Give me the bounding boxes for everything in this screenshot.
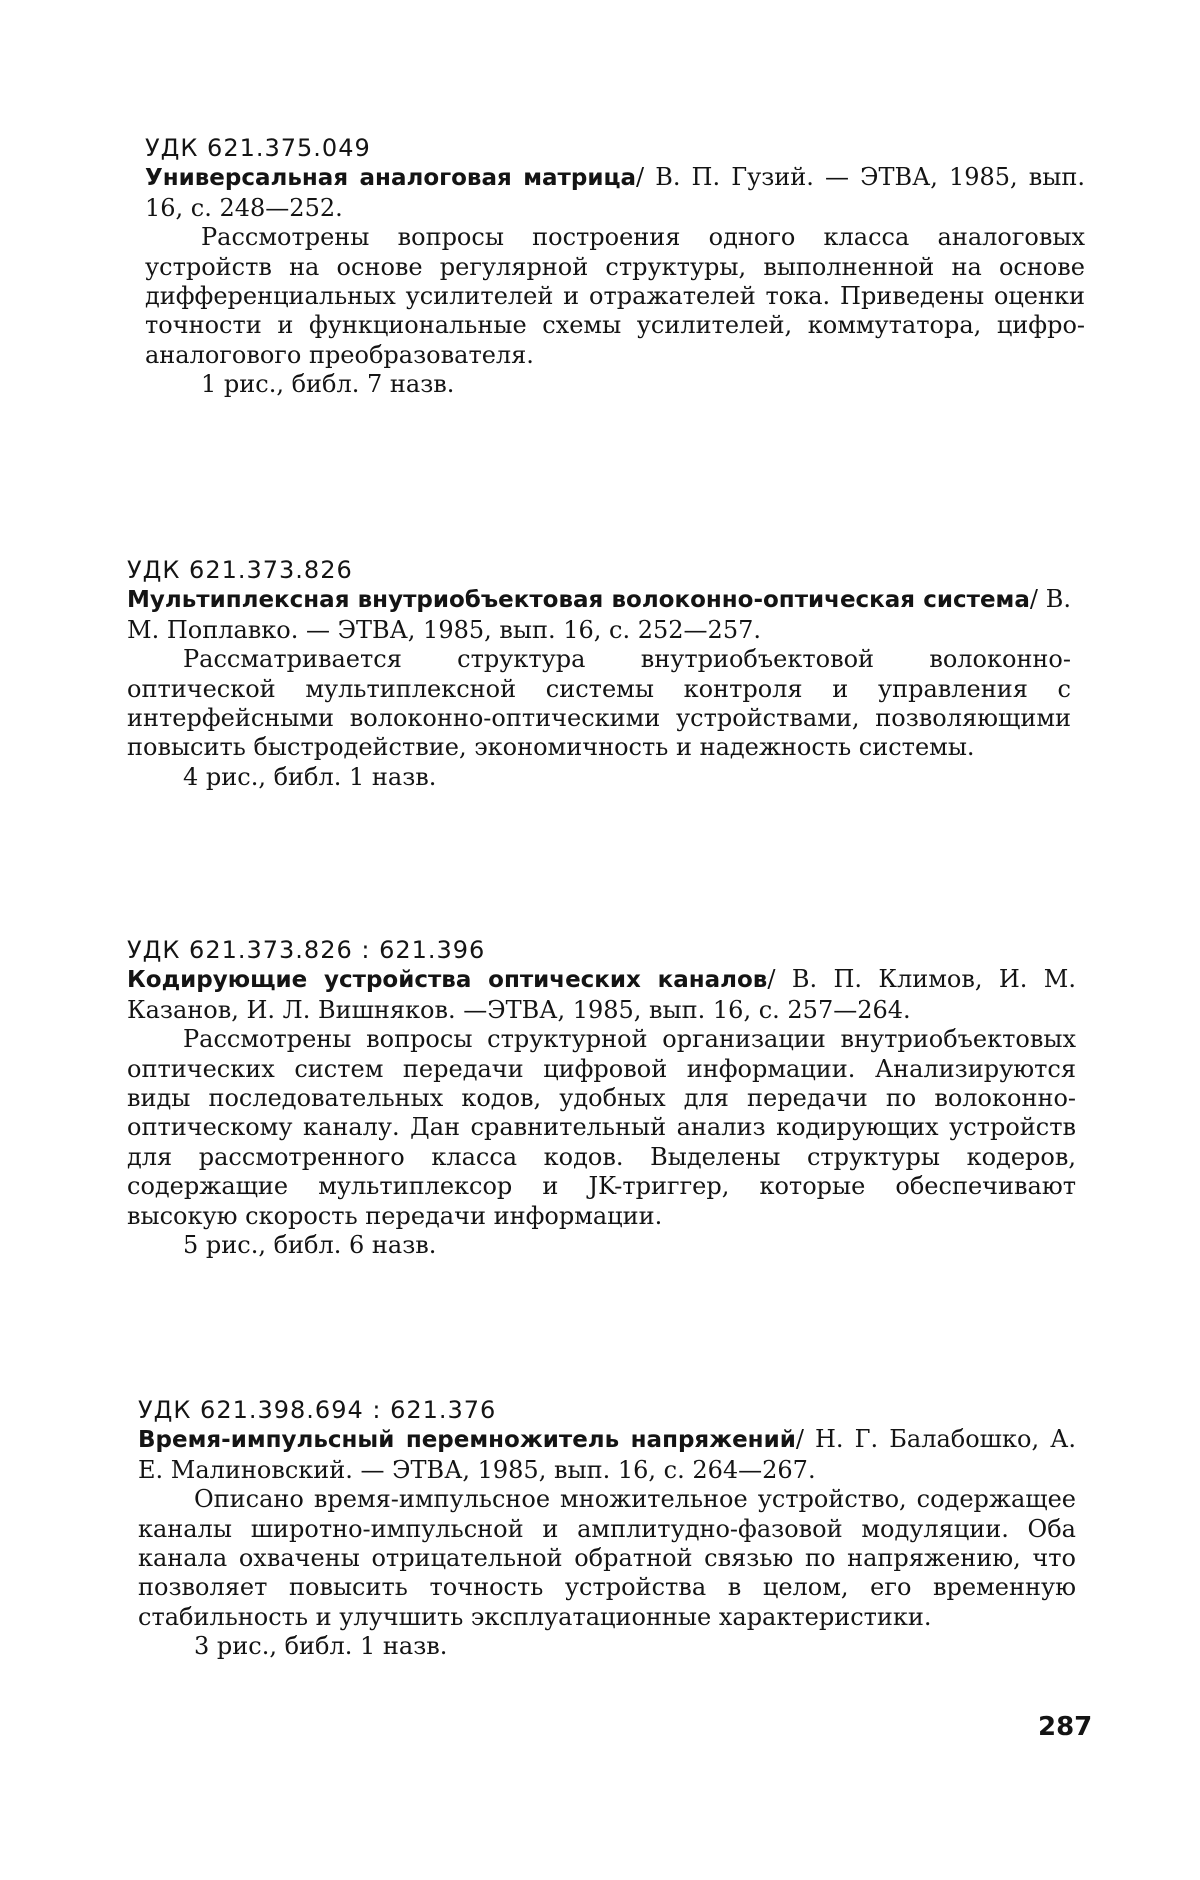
bibliographic-reference <box>145 163 1085 223</box>
citation: / Н. Г. Балабошко, А. Е. Малиновский. — ЭТВА, 1985, вып. 16, с. 264—267. <box>138 1425 1076 1484</box>
abstract-entry <box>127 936 1076 1260</box>
abstract-text: Рассматривается структура внутриобъектовой волоконно-оптической мультиплексной системы контроля и управления с интерфейсными волоконно-оптическими устройствами, позволяющими повысить быстродействие, экономичность и надежность системы. <box>127 645 1071 762</box>
citation: / В. П. Гузий. — ЭТВА, 1985, вып. 16, с. 248—252. <box>145 163 1085 222</box>
udk-code: УДК 621.398.694 : 621.376 <box>138 1396 497 1424</box>
udk-code: УДК 621.373.826 <box>127 556 353 584</box>
citation: / В. М. Поплавко. — ЭТВА, 1985, вып. 16, с. 252—257. <box>127 585 1071 644</box>
abstract-text: Описано время-импульсное множительное устройство, содержащее каналы широтно-импульсной и амплитудно-фазовой модуляции. Оба канала охвачены отрицательной обратной связью по напряжению, что позволяет повысить точность устройства в целом, его временную стабильность и улучшить эксплуатационные характеристики. <box>138 1485 1076 1631</box>
abstract-entry <box>145 134 1085 400</box>
article-title: Кодирующие устройства оптических каналов <box>127 967 768 994</box>
page-number: 287 <box>1038 1712 1093 1742</box>
figure-reference-counts: 5 рис., библ. 6 назв. <box>183 1231 437 1260</box>
abstract-entry <box>138 1396 1076 1662</box>
abstract-text: Рассмотрены вопросы структурной организации внутриобъектовых оптических систем передачи цифровой информации. Анализируются виды последовательных кодов, удобных для передачи по волоконно-оптическому каналу. Дан сравнительный анализ кодирующих устройств для рассмотренного класса кодов. Выделены структуры кодеров, содержащие мультиплексор и JK-триггер, которые обеспечивают высокую скорость передачи информации. <box>127 1025 1076 1230</box>
udk-code: УДК 621.373.826 : 621.396 <box>127 936 486 964</box>
figure-reference-counts: 4 рис., библ. 1 назв. <box>183 762 437 791</box>
bibliographic-reference <box>127 965 1076 1025</box>
article-title: Универсальная аналоговая матрица <box>145 165 637 192</box>
citation: / В. П. Климов, И. М. Казанов, И. Л. Вишняков. —ЭТВА, 1985, вып. 16, с. 257—264. <box>127 965 1077 1024</box>
figure-reference-counts: 1 рис., библ. 7 назв. <box>201 370 455 399</box>
bibliographic-reference <box>138 1425 1076 1485</box>
abstract-text: Рассмотрены вопросы построения одного класса аналоговых устройств на основе регулярной структуры, выполненной на основе дифференциальных усилителей и отражателей тока. Приведены оценки точности и функциональные схемы усилителей, коммутатора, цифро-аналогового преобразователя. <box>145 223 1085 369</box>
udk-code: УДК 621.375.049 <box>145 134 371 162</box>
article-title: Мультиплексная внутриобъектовая волоконно-оптическая система <box>127 587 1030 614</box>
figure-reference-counts: 3 рис., библ. 1 назв. <box>194 1632 448 1661</box>
bibliographic-reference <box>127 585 1071 645</box>
abstract-entry <box>127 556 1071 792</box>
article-title: Время-импульсный перемножитель напряжений <box>138 1427 796 1454</box>
